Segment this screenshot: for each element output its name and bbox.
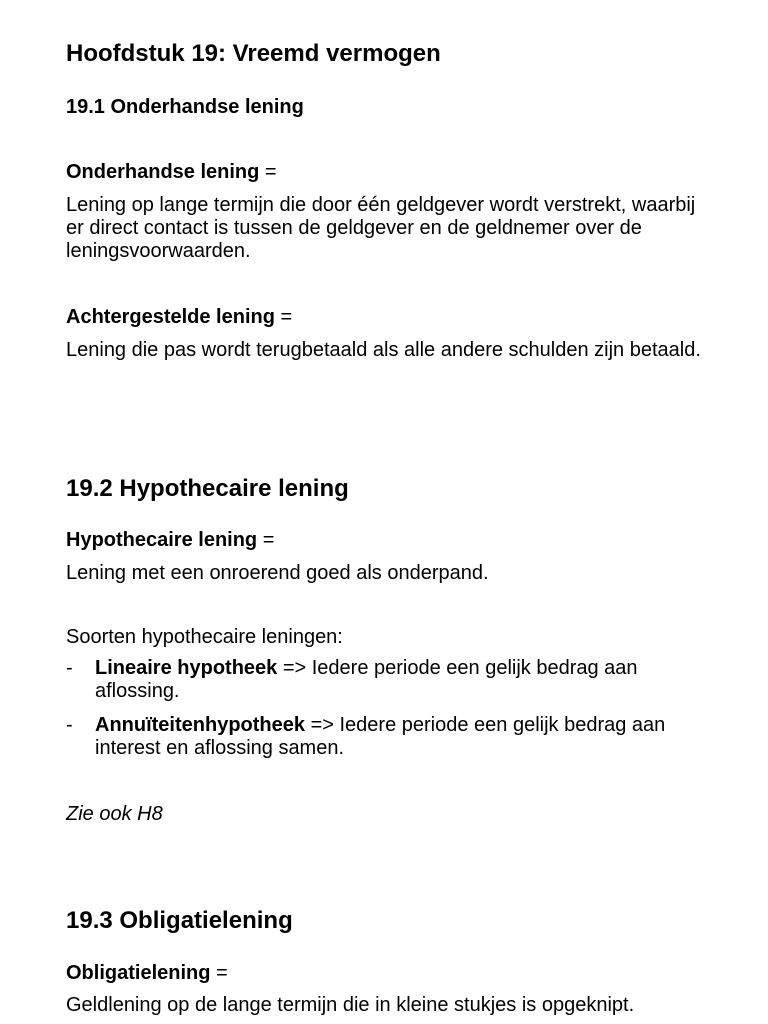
list-item-rest: => Iedere periode een gelijk bedrag aan aflossing. (95, 657, 638, 702)
section-heading-19-2: 19.2 Hypothecaire lening (66, 475, 349, 502)
definition-term-hypothecaire-lening (66, 529, 274, 552)
term-equals: = (274, 306, 293, 328)
definition-term-achtergestelde-lening (66, 306, 292, 329)
term-label: Onderhandse lening (66, 161, 260, 183)
term-equals: = (259, 161, 277, 183)
list-item-term: Lineaire hypotheek (95, 657, 278, 679)
section-heading-19-3: 19.3 Obligatielening (66, 907, 293, 934)
list-item-term: Annuïteitenhypotheek (95, 714, 306, 736)
term-label: Obligatielening (66, 962, 211, 984)
list-intro: Soorten hypothecaire leningen: (66, 626, 343, 648)
definition-body-onderhandse-lening: Lening op lange termijn die door één geldgever wordt verstrekt, waarbij er direct contact is tussen de geldgever en de geldnemer over de leningsvoorwaarden. (66, 194, 696, 262)
list-item-rest: => Iedere periode een gelijk bedrag aan interest en aflossing samen. (95, 714, 666, 759)
definition-body-achtergestelde-lening: Lening die pas wordt terugbetaald als alle andere schulden zijn betaald. (66, 339, 701, 361)
chapter-title: Hoofdstuk 19: Vreemd vermogen (66, 40, 441, 67)
list-item-text (95, 657, 716, 703)
term-label: Hypothecaire lening (66, 529, 258, 551)
term-equals: = (257, 529, 275, 551)
list-item (66, 714, 716, 760)
list-item-text (95, 714, 716, 760)
definition-body-obligatielening: Geldlening op de lange termijn die in kleine stukjes is opgeknipt. (66, 994, 635, 1016)
list-item (66, 657, 716, 703)
definition-body-hypothecaire-lening: Lening met een onroerend goed als onderpand. (66, 562, 489, 584)
definition-term-onderhandse-lening (66, 161, 277, 184)
see-also-note: Zie ook H8 (66, 803, 163, 825)
definition-term-obligatielening (66, 962, 228, 985)
list-dash: - (66, 714, 73, 736)
section-heading-19-1: 19.1 Onderhandse lening (66, 96, 304, 118)
list-dash: - (66, 657, 73, 679)
term-equals: = (210, 962, 228, 984)
term-label: Achtergestelde lening (66, 306, 275, 328)
